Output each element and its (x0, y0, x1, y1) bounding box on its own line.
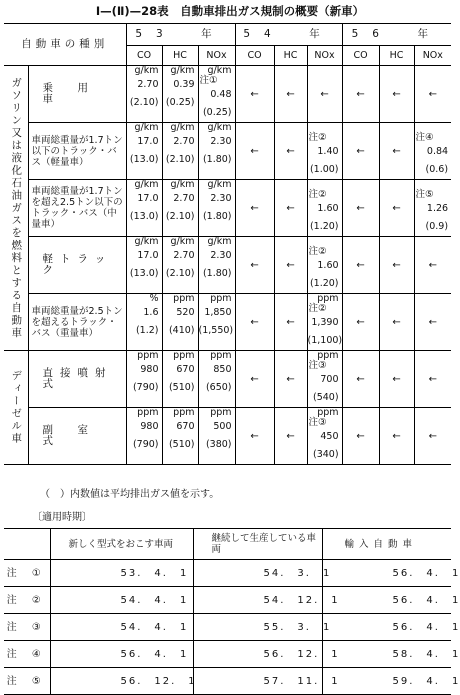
unit-label: g/km (134, 122, 159, 133)
date-cell: 56. 12. 1 (193, 641, 322, 668)
value-cell (126, 66, 162, 123)
unchanged-arrow: ← (342, 237, 379, 294)
value-cell (126, 408, 162, 465)
unit-label: g/km (134, 65, 159, 76)
unit-label: g/km (207, 122, 232, 133)
date-cell: 56. 4. 1 (322, 560, 451, 587)
unchanged-arrow: ← (414, 294, 451, 351)
unit-label: ppm (317, 293, 339, 304)
note-marker: 注③ (308, 360, 327, 371)
unchanged-arrow: ← (342, 408, 379, 465)
unit-label: g/km (207, 65, 232, 76)
unchanged-arrow: ← (379, 180, 414, 237)
value-cell (198, 66, 235, 123)
note-label: 注 ④ (4, 641, 50, 668)
pollutant-header: CO (342, 46, 379, 66)
limit-value: 850 (213, 364, 232, 375)
header-year-row (4, 24, 451, 46)
pollutant-header: HC (274, 46, 307, 66)
average-value: (510) (168, 439, 195, 450)
table-row (4, 408, 451, 465)
limit-value: 17.0 (137, 136, 159, 147)
limit-value: 1.60 (317, 260, 339, 271)
vehicle-type-label: 直接噴射式 (28, 351, 126, 408)
average-value: (1.80) (202, 268, 232, 279)
limit-value: 2.70 (173, 136, 195, 147)
average-value: (0.9) (425, 221, 449, 232)
dates-row (4, 587, 451, 614)
note-label: 注 ③ (4, 614, 50, 641)
unchanged-arrow: ← (342, 294, 379, 351)
dates-header-row (4, 529, 451, 560)
average-value: (790) (132, 382, 159, 393)
date-cell: 56. 4. 1 (322, 587, 451, 614)
limit-value: 450 (320, 431, 339, 442)
unchanged-arrow: ← (307, 66, 342, 123)
limit-value: 17.0 (137, 193, 159, 204)
note-marker: 注⑤ (415, 189, 434, 200)
value-cell (162, 294, 198, 351)
limit-value: 1,850 (204, 307, 232, 318)
unit-label: ppm (210, 407, 232, 418)
value-cell (307, 237, 342, 294)
note-marker: 注④ (415, 132, 434, 143)
value-cell (198, 123, 235, 180)
unchanged-arrow: ← (274, 180, 307, 237)
vehicle-type-label: 車両総重量が2.5トンを超えるトラック・バス（重量車） (28, 294, 126, 351)
dates-column-header: 新しく型式をおこす車両 (50, 529, 193, 560)
note-label: 注 ② (4, 587, 50, 614)
limit-value: 1.26 (426, 203, 449, 214)
value-cell (126, 351, 162, 408)
gasoline-group-label: ガソリン又は液化石油ガスを燃料とする自動車 (4, 66, 28, 351)
value-cell (162, 351, 198, 408)
average-value: (0.25) (202, 107, 232, 118)
unchanged-arrow: ← (235, 180, 274, 237)
average-value: (380) (205, 439, 232, 450)
note-marker: 注③ (308, 417, 327, 428)
average-value: (1.2) (135, 325, 159, 336)
value-cell (307, 408, 342, 465)
dates-row (4, 641, 451, 668)
pollutant-header: CO (235, 46, 274, 66)
unit-label: g/km (134, 179, 159, 190)
average-value: (0.25) (165, 97, 195, 108)
unchanged-arrow: ← (274, 66, 307, 123)
unit-label: ppm (317, 350, 339, 361)
unchanged-arrow: ← (342, 123, 379, 180)
limit-value: 980 (140, 364, 159, 375)
unchanged-arrow: ← (342, 66, 379, 123)
table-row (4, 123, 451, 180)
unchanged-arrow: ← (379, 351, 414, 408)
value-cell (307, 123, 342, 180)
average-value: (1.00) (309, 164, 339, 175)
value-cell (414, 180, 451, 237)
pollutant-header: NOx (307, 46, 342, 66)
vehicle-type-label: 副 室 式 (28, 408, 126, 465)
limit-value: 2.30 (210, 193, 232, 204)
unchanged-arrow: ← (414, 66, 451, 123)
value-cell (198, 180, 235, 237)
unit-label: g/km (134, 236, 159, 247)
diesel-group-label: ディーゼル車 (4, 351, 28, 465)
limit-value: 0.39 (173, 79, 195, 90)
pollutant-header: CO (126, 46, 162, 66)
date-cell: 55. 3. 1 (193, 614, 322, 641)
average-value: (790) (132, 439, 159, 450)
date-cell: 54. 4. 1 (50, 587, 193, 614)
value-cell (307, 180, 342, 237)
dates-row (4, 614, 451, 641)
unit-label: g/km (207, 236, 232, 247)
limit-value: 670 (176, 364, 195, 375)
vehicle-kind-header: 自動車の種別 (4, 24, 126, 66)
average-value: (2.10) (165, 268, 195, 279)
limit-value: 980 (140, 421, 159, 432)
unchanged-arrow: ← (379, 294, 414, 351)
average-value: (1.80) (202, 154, 232, 165)
dates-row (4, 560, 451, 587)
note-label: 注 ⑤ (4, 668, 50, 695)
year-54-header: 54 年 (235, 24, 342, 46)
table-row (4, 237, 451, 294)
table-row (4, 351, 451, 408)
application-period-table (4, 528, 460, 695)
average-value: (0.6) (425, 164, 449, 175)
unchanged-arrow: ← (235, 294, 274, 351)
unchanged-arrow: ← (274, 408, 307, 465)
average-value: (1.20) (309, 278, 339, 289)
value-cell (198, 351, 235, 408)
note-marker: 注① (199, 75, 218, 86)
note-marker: 注② (308, 303, 327, 314)
average-value: (1.20) (309, 221, 339, 232)
average-value: (2.10) (165, 154, 195, 165)
average-value: (510) (168, 382, 195, 393)
unit-label: g/km (170, 179, 195, 190)
limit-value: 2.70 (173, 193, 195, 204)
limit-value: 2.30 (210, 136, 232, 147)
date-cell: 56. 4. 1 (322, 614, 451, 641)
unchanged-arrow: ← (379, 66, 414, 123)
average-value: (1,550) (198, 325, 234, 336)
vehicle-type-label: 車両総重量が1.7トンを超え2.5トン以下のトラック・バス（中量車） (28, 180, 126, 237)
date-cell: 54. 3. 1 (193, 560, 322, 587)
pollutant-header: HC (379, 46, 414, 66)
unchanged-arrow: ← (235, 351, 274, 408)
unit-label: g/km (170, 122, 195, 133)
table-row (4, 180, 451, 237)
unit-label: ppm (137, 407, 159, 418)
dates-corner-cell (4, 529, 50, 560)
limit-value: 0.84 (426, 146, 449, 157)
unchanged-arrow: ← (342, 180, 379, 237)
average-value: (13.0) (129, 154, 159, 165)
value-cell (126, 123, 162, 180)
limit-value: 0.48 (210, 89, 232, 100)
date-cell: 53. 4. 1 (50, 560, 193, 587)
value-cell (307, 294, 342, 351)
unchanged-arrow: ← (379, 123, 414, 180)
unchanged-arrow: ← (379, 237, 414, 294)
note-label: 注 ① (4, 560, 50, 587)
limit-value: 520 (176, 307, 195, 318)
dates-column-header: 輸入自動車 (322, 529, 451, 560)
value-cell (162, 66, 198, 123)
average-value: (340) (312, 449, 339, 460)
value-cell (162, 180, 198, 237)
value-cell (162, 237, 198, 294)
unit-label: ppm (173, 407, 195, 418)
value-cell (126, 180, 162, 237)
value-cell (126, 294, 162, 351)
value-cell (198, 294, 235, 351)
table-title: Ⅰ—(Ⅱ)—28表 自動車排出ガス規制の概要（新車） (95, 4, 365, 18)
unchanged-arrow: ← (235, 66, 274, 123)
value-cell (307, 351, 342, 408)
pollutant-header: NOx (198, 46, 235, 66)
unit-label: ppm (317, 407, 339, 418)
limit-value: 1.60 (317, 203, 339, 214)
date-cell: 54. 4. 1 (50, 614, 193, 641)
pollutant-header: HC (162, 46, 198, 66)
note-marker: 注② (308, 132, 327, 143)
vehicle-type-label: 軽トラック (28, 237, 126, 294)
date-cell: 56. 12. 1 (50, 668, 193, 695)
limit-value: 2.30 (210, 250, 232, 261)
unit-label: % (149, 293, 159, 304)
value-cell (162, 123, 198, 180)
unchanged-arrow: ← (235, 408, 274, 465)
unit-label: ppm (173, 350, 195, 361)
unchanged-arrow: ← (379, 408, 414, 465)
limit-value: 2.70 (137, 79, 159, 90)
vehicle-type-label: 車両総重量が1.7トン以下のトラック・バス（軽量車） (28, 123, 126, 180)
average-value-note: （ ）内数値は平均排出ガス値を示す。 (40, 489, 220, 500)
dates-row (4, 668, 451, 695)
application-period-heading: 〔適用時期〕 (32, 512, 92, 523)
unchanged-arrow: ← (274, 237, 307, 294)
pollutant-header: NOx (422, 50, 443, 61)
value-cell (126, 237, 162, 294)
limit-value: 700 (320, 374, 339, 385)
unit-label: ppm (210, 293, 232, 304)
unchanged-arrow: ← (274, 351, 307, 408)
average-value: (13.0) (129, 211, 159, 222)
year-53-header: 53 年 (126, 24, 235, 46)
unit-label: g/km (170, 65, 195, 76)
limit-value: 17.0 (137, 250, 159, 261)
average-value: (540) (312, 392, 339, 403)
average-value: (410) (168, 325, 195, 336)
note-marker: 注② (308, 189, 327, 200)
unit-label: ppm (210, 350, 232, 361)
limit-value: 670 (176, 421, 195, 432)
unchanged-arrow: ← (274, 294, 307, 351)
unit-label: g/km (170, 236, 195, 247)
year-56-header: 56 年 (342, 24, 451, 46)
date-cell: 58. 4. 1 (322, 641, 451, 668)
unchanged-arrow: ← (428, 430, 437, 442)
vehicle-type-label: 乗 用 車 (28, 66, 126, 123)
dates-column-header: 継続して生産している車両 (193, 529, 322, 560)
limit-value: 500 (213, 421, 232, 432)
regulation-table (4, 23, 451, 465)
unit-label: g/km (207, 179, 232, 190)
average-value: (2.10) (129, 97, 159, 108)
average-value: (1,100) (307, 335, 343, 346)
note-marker: 注② (308, 246, 327, 257)
limit-value: 1.6 (143, 307, 159, 318)
value-cell (162, 408, 198, 465)
value-cell (198, 237, 235, 294)
date-cell: 57. 11. 1 (193, 668, 322, 695)
unchanged-arrow: ← (235, 123, 274, 180)
average-value: (1.80) (202, 211, 232, 222)
unchanged-arrow: ← (414, 237, 451, 294)
date-cell: 59. 4. 1 (322, 668, 451, 695)
value-cell (414, 123, 451, 180)
unchanged-arrow: ← (235, 237, 274, 294)
unit-label: ppm (137, 350, 159, 361)
date-cell: 56. 4. 1 (50, 641, 193, 668)
value-cell (198, 408, 235, 465)
table-row (4, 294, 451, 351)
table-row (4, 66, 451, 123)
average-value: (650) (205, 382, 232, 393)
average-value: (13.0) (129, 268, 159, 279)
limit-value: 1.40 (317, 146, 339, 157)
limit-value: 2.70 (173, 250, 195, 261)
unit-label: ppm (173, 293, 195, 304)
average-value: (2.10) (165, 211, 195, 222)
limit-value: 1,390 (311, 317, 339, 328)
unchanged-arrow: ← (414, 351, 451, 408)
unchanged-arrow: ← (342, 351, 379, 408)
unchanged-arrow: ← (274, 123, 307, 180)
date-cell: 54. 12. 1 (193, 587, 322, 614)
